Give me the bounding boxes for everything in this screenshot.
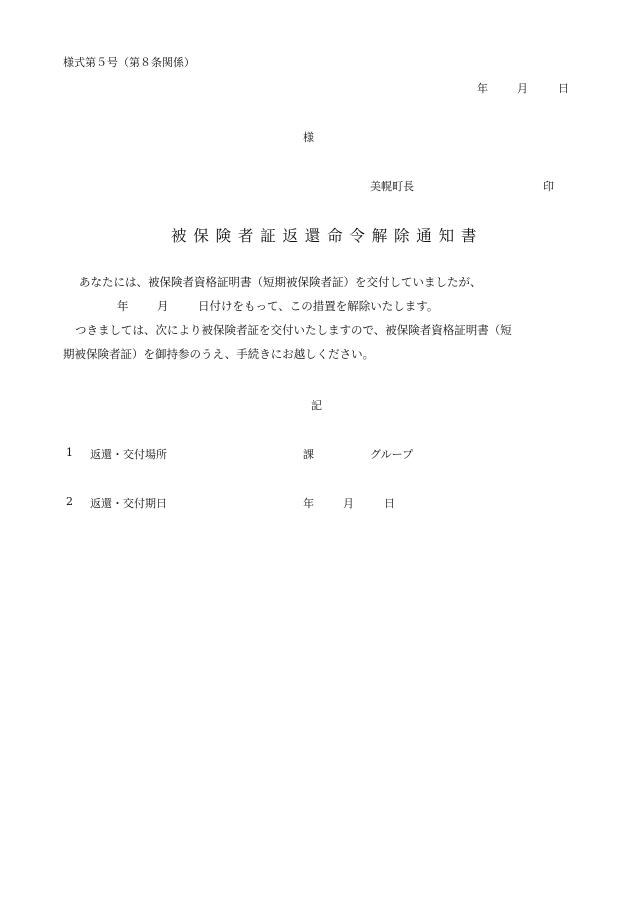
addressee-suffix: 様 bbox=[303, 131, 314, 144]
item-label: 返還・交付場所 bbox=[90, 448, 167, 461]
seal-mark: 印 bbox=[543, 180, 554, 193]
document-title: 被保険者証返還命令解除通知書 bbox=[171, 227, 484, 245]
date-day: 日 bbox=[558, 82, 569, 95]
form-number: 様式第５号（第８条関係） bbox=[63, 56, 195, 69]
item-number: 1 bbox=[66, 446, 73, 459]
item-number: 2 bbox=[66, 495, 73, 508]
body-line-1: あなたには、被保険者資格証明書（短期被保険者証）を交付していましたが、 bbox=[79, 275, 482, 289]
sender-name: 美幌町長 bbox=[370, 180, 414, 193]
ki-heading: 記 bbox=[311, 399, 322, 412]
item-group: グループ bbox=[370, 448, 414, 461]
body-line-2-rest: 日付けをもって、この措置を解除いたします。 bbox=[198, 299, 439, 313]
date-year: 年 bbox=[477, 82, 488, 95]
body-line-2-year: 年 bbox=[117, 299, 129, 313]
item-label: 返還・交付期日 bbox=[90, 497, 167, 510]
item-day: 日 bbox=[384, 497, 395, 510]
item-year: 年 bbox=[303, 497, 314, 510]
date-month: 月 bbox=[517, 82, 528, 95]
item-month: 月 bbox=[343, 497, 354, 510]
body-line-2-month: 月 bbox=[157, 299, 169, 313]
item-department: 課 bbox=[303, 448, 314, 461]
body-line-3: つきましては、次により被保険者証を交付いたしますので、被保険者資格証明書（短 bbox=[75, 323, 512, 337]
body-line-4: 期被保険者証）を御持参のうえ、手続きにお越しください。 bbox=[63, 347, 375, 361]
